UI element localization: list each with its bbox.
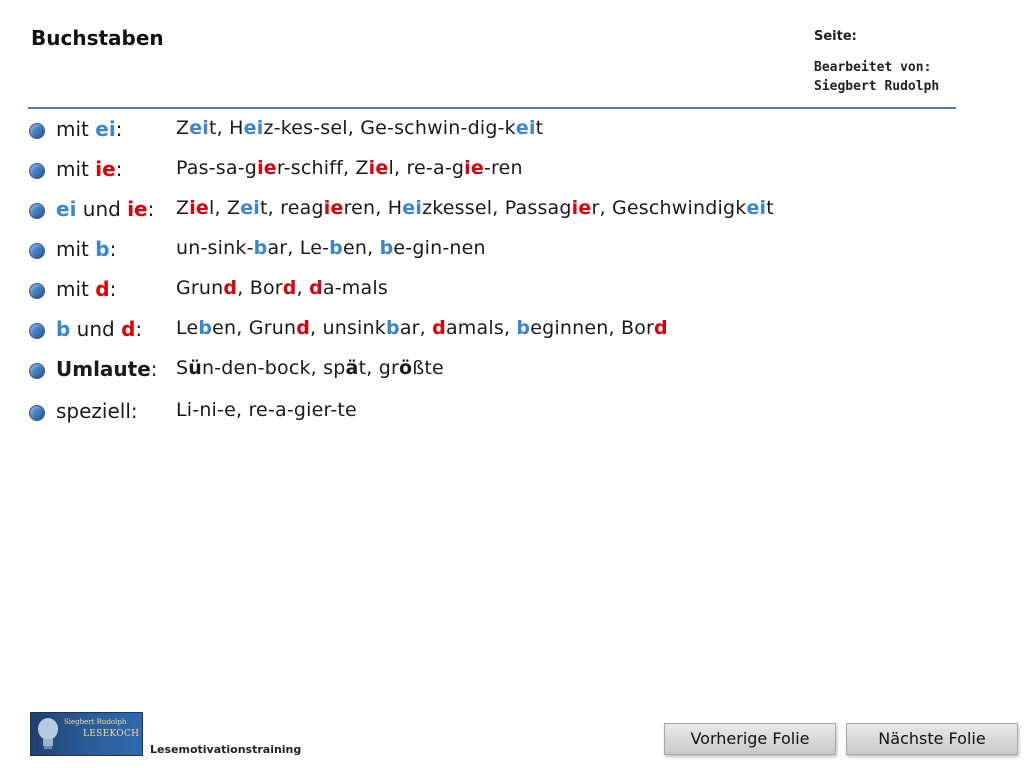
page-title: Buchstaben	[31, 26, 164, 50]
letter-row	[0, 317, 1024, 347]
text-segment: :	[135, 317, 143, 341]
row-label	[56, 237, 116, 261]
text-segment: b	[198, 317, 213, 339]
text-segment: en, Grun	[212, 317, 297, 339]
row-example	[176, 237, 486, 259]
text-segment: ä	[345, 357, 359, 379]
text-segment: amals,	[445, 317, 517, 339]
text-segment: ar, Le-	[267, 237, 330, 259]
text-segment: ie	[464, 157, 484, 179]
text-segment: en,	[342, 237, 380, 259]
text-segment: ie	[127, 197, 148, 221]
row-label	[56, 399, 138, 423]
letter-row	[0, 237, 1024, 267]
page-number-label: Seite:	[814, 29, 857, 44]
bullet-icon	[29, 323, 45, 339]
letter-row	[0, 357, 1024, 387]
text-segment: b	[379, 237, 394, 259]
text-segment: t, gr	[358, 357, 399, 379]
text-segment: b	[56, 317, 71, 341]
text-segment: ei	[515, 117, 536, 139]
text-segment: ei	[243, 117, 264, 139]
row-example	[176, 277, 388, 299]
text-segment: ö	[398, 357, 413, 379]
text-segment: un-sink-	[176, 237, 254, 259]
text-segment: ,	[296, 277, 310, 299]
text-segment: und	[76, 197, 128, 221]
text-segment: eginnen, Bor	[530, 317, 655, 339]
row-label	[56, 317, 142, 341]
text-segment: ei	[56, 197, 77, 221]
text-segment: :	[115, 157, 123, 181]
text-segment: speziell:	[56, 399, 138, 423]
bullet-icon	[29, 405, 45, 421]
text-segment: b	[95, 237, 110, 261]
letter-row	[0, 117, 1024, 147]
text-segment: S	[176, 357, 189, 379]
lightbulb-icon	[35, 717, 61, 751]
text-segment: ie	[323, 197, 344, 219]
text-segment: ie	[571, 197, 592, 219]
text-segment: l, re-a-g	[388, 157, 465, 179]
text-segment: d	[95, 277, 110, 301]
next-slide-button[interactable]: Nächste Folie	[846, 723, 1018, 755]
text-segment: Z	[176, 197, 190, 219]
letter-row	[0, 277, 1024, 307]
row-example	[176, 157, 523, 179]
text-segment: Pas-sa-g	[176, 157, 258, 179]
text-segment: :	[109, 237, 117, 261]
logo-brand-text: LESEKOCH	[83, 729, 140, 739]
text-segment: Z	[176, 117, 190, 139]
text-segment: ei	[746, 197, 767, 219]
row-example	[176, 399, 357, 421]
text-segment: zkessel, Passag	[422, 197, 572, 219]
text-segment: , Bor	[237, 277, 283, 299]
text-segment: t, H	[209, 117, 244, 139]
text-segment: b	[386, 317, 400, 339]
text-segment: :	[147, 197, 155, 221]
text-segment: ie	[95, 157, 116, 181]
text-segment: b	[516, 317, 531, 339]
text-segment: l, Z	[209, 197, 241, 219]
text-segment: d	[282, 277, 297, 299]
text-segment: ie	[368, 157, 389, 179]
text-segment: a-mals	[322, 277, 388, 299]
text-segment: t, reag	[260, 197, 324, 219]
previous-slide-button[interactable]: Vorherige Folie	[664, 723, 836, 755]
text-segment: r-schiff, Z	[276, 157, 369, 179]
bullet-icon	[29, 163, 45, 179]
letter-row	[0, 157, 1024, 187]
text-segment: d	[121, 317, 136, 341]
text-segment: ei	[240, 197, 261, 219]
text-segment: :	[150, 357, 158, 381]
lesekoch-logo	[30, 712, 143, 756]
text-segment: mit	[56, 157, 96, 181]
row-example	[176, 357, 444, 379]
text-segment: d	[296, 317, 310, 339]
row-label	[56, 197, 154, 221]
letter-row	[0, 399, 1024, 429]
text-segment: r, Geschwindigk	[591, 197, 747, 219]
text-segment: , unsink	[310, 317, 386, 339]
header-divider	[28, 107, 956, 109]
text-segment: :	[115, 117, 123, 141]
text-segment: mit	[56, 237, 96, 261]
row-label	[56, 117, 122, 141]
row-label	[56, 157, 122, 181]
logo-author-text: Siegbert Rudolph	[64, 718, 127, 726]
bullet-icon	[29, 243, 45, 259]
text-segment: ei	[95, 117, 116, 141]
text-segment: ü	[188, 357, 202, 379]
text-segment: ßte	[412, 357, 444, 379]
text-segment: Li-ni-e, re-a-gier-te	[176, 399, 357, 421]
bullet-icon	[29, 123, 45, 139]
text-segment: n-den-bock, sp	[202, 357, 346, 379]
text-segment: mit	[56, 117, 96, 141]
text-segment: mit	[56, 277, 96, 301]
letter-row	[0, 197, 1024, 227]
text-segment: und	[70, 317, 122, 341]
text-segment: ren, H	[343, 197, 403, 219]
text-segment: ie	[189, 197, 210, 219]
text-segment: :	[109, 277, 117, 301]
text-segment: d	[432, 317, 446, 339]
text-segment: ei	[402, 197, 423, 219]
row-label	[56, 357, 158, 381]
text-segment: t	[766, 197, 774, 219]
text-segment: d	[223, 277, 238, 299]
row-example	[176, 197, 774, 219]
text-segment: ar,	[399, 317, 433, 339]
text-segment: b	[253, 237, 268, 259]
text-segment: e-gin-nen	[393, 237, 486, 259]
row-example	[176, 117, 543, 139]
text-segment: ie	[257, 157, 277, 179]
text-segment: d	[654, 317, 668, 339]
text-segment: -ren	[483, 157, 523, 179]
footer-label: Lesemotivationstraining	[150, 743, 302, 756]
text-segment: Le	[176, 317, 199, 339]
text-segment: ei	[189, 117, 210, 139]
text-segment: d	[309, 277, 323, 299]
text-segment: Umlaute	[56, 357, 151, 381]
bullet-icon	[29, 203, 45, 219]
text-segment: b	[329, 237, 343, 259]
row-label	[56, 277, 116, 301]
bullet-icon	[29, 363, 45, 379]
text-segment: t	[535, 117, 544, 139]
slide-meta	[814, 27, 939, 96]
row-example	[176, 317, 668, 339]
edited-by-label: Bearbeitet von:	[814, 60, 932, 75]
bullet-icon	[29, 283, 45, 299]
text-segment: Grun	[176, 277, 224, 299]
author-name: Siegbert Rudolph	[814, 79, 940, 94]
text-segment: z-kes-sel, Ge-schwin-dig-k	[263, 117, 516, 139]
